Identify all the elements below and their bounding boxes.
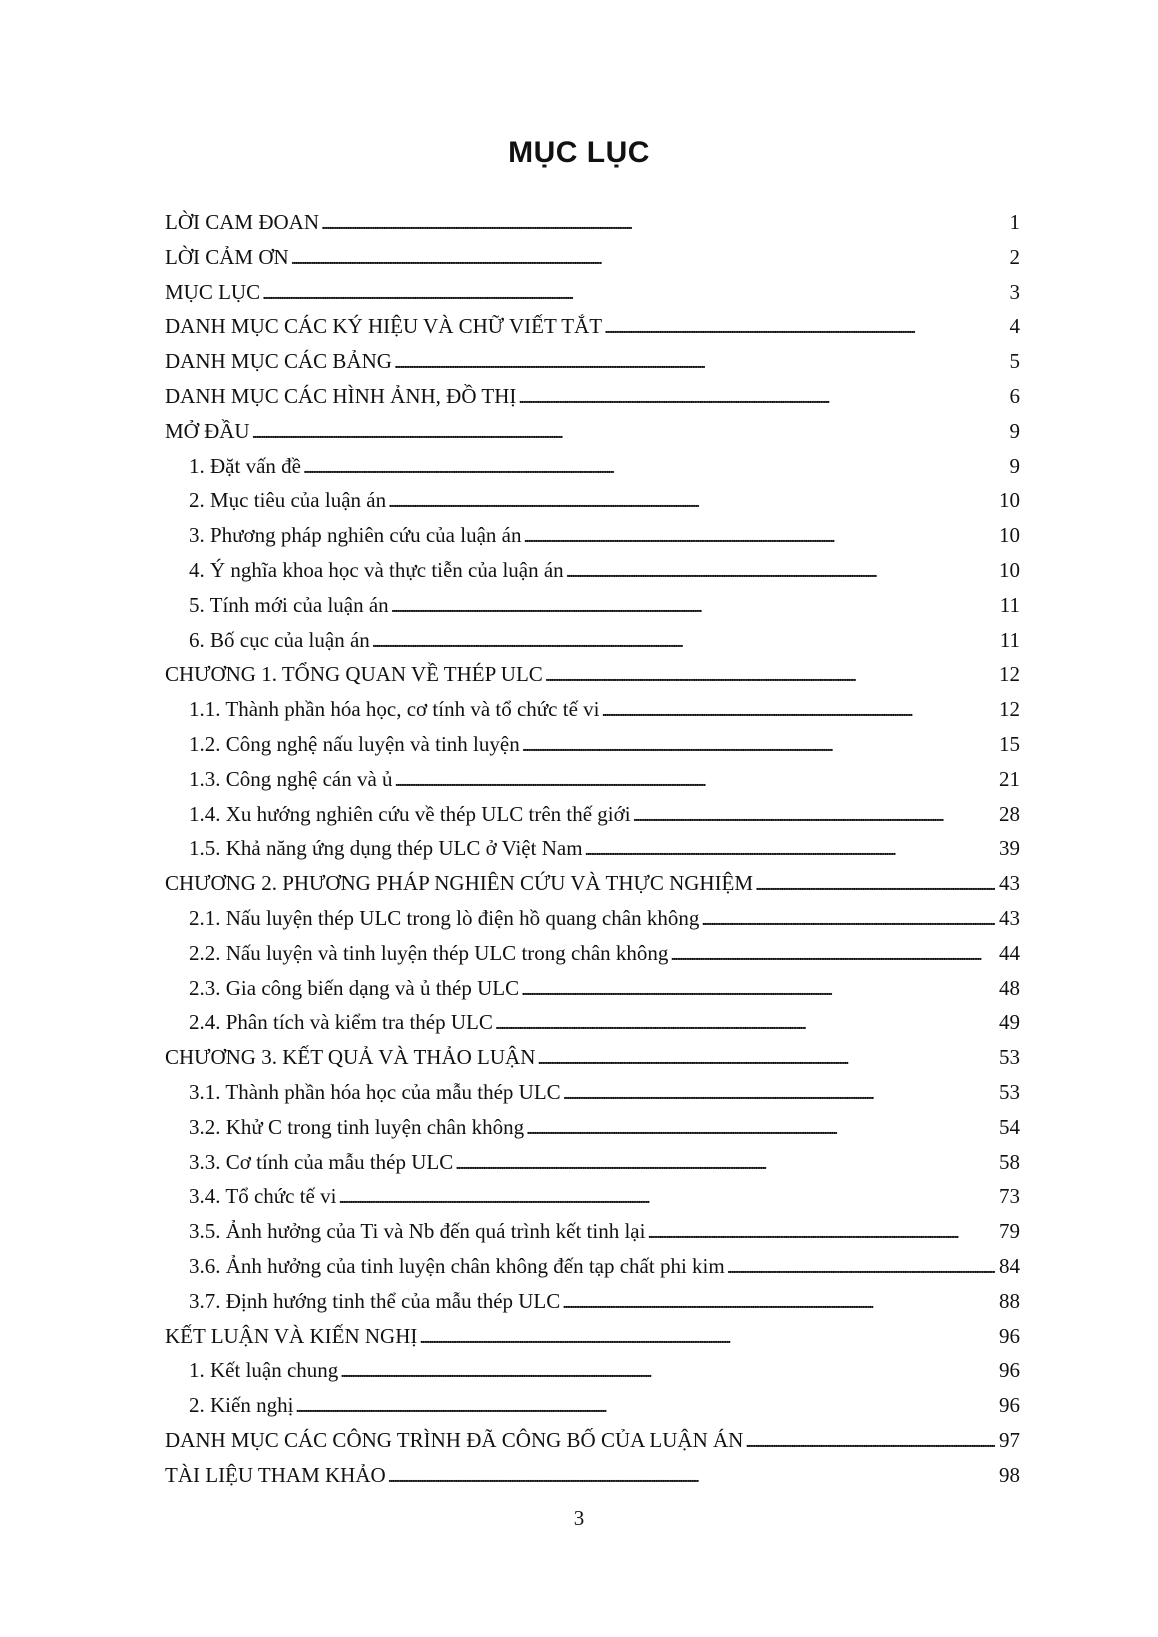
- toc-entry-title: CHƯƠNG 2. PHƯƠNG PHÁP NGHIÊN CỨU VÀ THỰC NGHIỆM: [165, 871, 754, 896]
- toc-entry-title: 2.1. Nấu luyện thép ULC trong lò điện hồ quang chân không: [189, 905, 700, 930]
- toc-entry-title: 2. Mục tiêu của luận án: [189, 488, 387, 513]
- toc-entry[interactable]: [165, 1353, 1020, 1388]
- toc-entry[interactable]: [165, 1179, 1020, 1214]
- toc-entry[interactable]: [165, 936, 1020, 971]
- toc-entry-page: 5: [1009, 349, 1020, 374]
- toc-entry-page: 49: [999, 1010, 1020, 1035]
- toc-dot-leader: [388, 483, 995, 519]
- toc-entry[interactable]: [165, 553, 1020, 588]
- toc-entry[interactable]: [165, 344, 1020, 379]
- toc-dot-leader: [585, 831, 995, 867]
- toc-dot-leader: [455, 1145, 995, 1181]
- toc-dot-leader: [388, 1458, 995, 1494]
- toc-entry-title: KẾT LUẬN VÀ KIẾN NGHỊ: [165, 1323, 418, 1348]
- toc-entry-page: 10: [999, 557, 1020, 582]
- toc-dot-leader: [563, 1075, 995, 1111]
- toc-dot-leader: [670, 936, 995, 972]
- toc-entry[interactable]: [165, 1319, 1020, 1354]
- toc-entry[interactable]: [165, 623, 1020, 658]
- toc-entry-title: DANH MỤC CÁC BẢNG: [165, 349, 392, 374]
- toc-entry-title: 2. Kiến nghị: [189, 1393, 294, 1418]
- toc-dot-leader: [522, 727, 995, 763]
- toc-entry-title: 2.3. Gia công biến dạng và ủ thép ULC: [189, 975, 520, 1000]
- toc-entry-title: LỜI CAM ĐOAN: [165, 210, 319, 234]
- toc-entry[interactable]: [165, 831, 1020, 866]
- toc-entry[interactable]: [165, 1075, 1020, 1110]
- toc-entry-page: 9: [1009, 418, 1020, 443]
- toc-entry[interactable]: [165, 1249, 1020, 1284]
- toc-dot-leader: [295, 1388, 995, 1424]
- toc-entry-page: 10: [999, 488, 1020, 513]
- toc-entry-page: 96: [999, 1393, 1020, 1418]
- toc-entry[interactable]: [165, 275, 1020, 310]
- toc-entry[interactable]: [165, 588, 1020, 623]
- toc-entry-title: 6. Bố cục của luận án: [189, 627, 370, 652]
- toc-entry-title: DANH MỤC CÁC HÌNH ẢNH, ĐỒ THỊ: [165, 383, 517, 408]
- toc-dot-leader: [518, 379, 1005, 415]
- toc-entry-title: DANH MỤC CÁC KÝ HIỆU VÀ CHỮ VIẾT TẮT: [165, 314, 603, 339]
- toc-entry[interactable]: [165, 483, 1020, 518]
- toc-entry-page: 84: [999, 1253, 1020, 1278]
- toc-entry-title: 2.2. Nấu luyện và tinh luyện thép ULC trong chân không: [189, 940, 669, 965]
- toc-entry[interactable]: [165, 240, 1020, 275]
- toc-entry-title: 1.5. Khả năng ứng dụng thép ULC ở Việt Nam: [189, 836, 583, 861]
- toc-entry[interactable]: [165, 414, 1020, 449]
- toc-dot-leader: [419, 1319, 995, 1355]
- toc-entry[interactable]: [165, 449, 1020, 484]
- toc-dot-leader: [566, 553, 995, 589]
- toc-dot-leader: [338, 1179, 995, 1215]
- toc-entry[interactable]: [165, 1284, 1020, 1319]
- toc-entry-page: 54: [999, 1114, 1020, 1139]
- toc-entry-title: 1.4. Xu hướng nghiên cứu về thép ULC trên thế giới: [189, 801, 631, 826]
- toc-entry-page: 79: [999, 1219, 1020, 1244]
- toc-entry-page: 53: [999, 1079, 1020, 1104]
- toc-entry[interactable]: [165, 518, 1020, 553]
- toc-entry-page: 96: [999, 1323, 1020, 1348]
- toc-dot-leader: [372, 623, 996, 659]
- toc-dot-leader: [526, 1110, 995, 1146]
- toc-entry-title: 3.2. Khử C trong tinh luyện chân không: [189, 1114, 525, 1139]
- toc-entry-page: 53: [999, 1045, 1020, 1070]
- toc-entry[interactable]: [165, 1458, 1020, 1493]
- toc-entry-title: 3.6. Ảnh hưởng của tinh luyện chân không đến tạp chất phi kim: [189, 1253, 725, 1278]
- toc-entry-page: 48: [999, 975, 1020, 1000]
- table-of-contents: [165, 205, 1020, 1492]
- toc-entry-title: LỜI CẢM ƠN: [165, 244, 289, 269]
- toc-entry-title: 3.5. Ảnh hưởng của Ti và Nb đến quá trình kết tinh lại: [189, 1219, 646, 1244]
- toc-entry[interactable]: [165, 1005, 1020, 1040]
- toc-dot-leader: [604, 309, 1005, 345]
- toc-entry-page: 12: [999, 662, 1020, 687]
- toc-entry-title: CHƯƠNG 3. KẾT QUẢ VÀ THẢO LUẬN: [165, 1045, 536, 1070]
- toc-entry-page: 43: [999, 871, 1020, 896]
- toc-dot-leader: [523, 518, 995, 554]
- toc-entry[interactable]: [165, 901, 1020, 936]
- toc-entry-title: 3.3. Cơ tính của mẫu thép ULC: [189, 1149, 454, 1174]
- toc-entry-page: 88: [999, 1288, 1020, 1313]
- toc-entry-page: 3: [1009, 279, 1020, 304]
- toc-entry-title: 1. Đặt vấn đề: [189, 453, 301, 478]
- toc-entry-title: 4. Ý nghĩa khoa học và thực tiễn của luận án: [189, 557, 564, 582]
- toc-entry-page: 58: [999, 1149, 1020, 1174]
- toc-dot-leader: [262, 275, 1005, 311]
- toc-entry-title: 3. Phương pháp nghiên cứu của luận án: [189, 523, 522, 548]
- toc-dot-leader: [391, 588, 996, 624]
- toc-entry-title: 1.2. Công nghệ nấu luyện và tinh luyện: [189, 731, 520, 756]
- toc-entry-page: 15: [999, 731, 1020, 756]
- toc-entry[interactable]: [165, 866, 1020, 901]
- toc-entry-title: TÀI LIỆU THAM KHẢO: [165, 1462, 386, 1487]
- toc-entry[interactable]: [165, 309, 1020, 344]
- toc-entry[interactable]: [165, 762, 1020, 797]
- page-number: 3: [573, 1506, 585, 1530]
- toc-entry[interactable]: [165, 1214, 1020, 1249]
- toc-entry-title: 3.7. Định hướng tinh thể của mẫu thép ULC: [189, 1288, 561, 1313]
- toc-dot-leader: [395, 762, 995, 798]
- toc-dot-leader: [521, 971, 995, 1007]
- toc-dot-leader: [321, 205, 1006, 241]
- toc-entry[interactable]: [165, 657, 1020, 692]
- toc-entry-title: 5. Tính mới của luận án: [189, 592, 389, 617]
- toc-dot-leader: [340, 1353, 995, 1389]
- toc-entry[interactable]: [165, 205, 1020, 240]
- toc-entry-page: 28: [999, 801, 1020, 826]
- toc-entry-page: 6: [1009, 383, 1020, 408]
- toc-dot-leader: [745, 1423, 995, 1459]
- toc-entry[interactable]: [165, 1110, 1020, 1145]
- toc-entry-page: 1: [1009, 210, 1020, 234]
- toc-entry[interactable]: [165, 727, 1020, 762]
- toc-dot-leader: [537, 1040, 995, 1076]
- toc-dot-leader: [545, 657, 995, 693]
- toc-entry-page: 11: [999, 592, 1020, 617]
- toc-dot-leader: [394, 344, 1006, 380]
- toc-dot-leader: [755, 866, 995, 902]
- toc-entry[interactable]: [165, 692, 1020, 727]
- toc-entry-page: 97: [999, 1427, 1020, 1452]
- toc-dot-leader: [252, 414, 1006, 450]
- toc-entry-title: 1. Kết luận chung: [189, 1358, 339, 1383]
- toc-entry-page: 2: [1009, 244, 1020, 269]
- toc-dot-leader: [291, 240, 1006, 276]
- toc-entry-page: 12: [999, 697, 1020, 722]
- toc-entry-page: 10: [999, 523, 1020, 548]
- toc-entry-title: MỞ ĐẦU: [165, 418, 250, 443]
- toc-entry-page: 21: [999, 766, 1020, 791]
- toc-entry[interactable]: [165, 1145, 1020, 1180]
- toc-entry-title: 3.4. Tổ chức tế vi: [189, 1184, 337, 1209]
- toc-dot-leader: [647, 1214, 995, 1250]
- toc-dot-leader: [701, 901, 995, 937]
- toc-entry[interactable]: [165, 1423, 1020, 1458]
- toc-entry[interactable]: [165, 1388, 1020, 1423]
- toc-entry-page: 44: [999, 940, 1020, 965]
- toc-dot-leader: [633, 797, 995, 833]
- toc-entry-title: 3.1. Thành phần hóa học của mẫu thép ULC: [189, 1079, 561, 1104]
- toc-entry[interactable]: [165, 797, 1020, 832]
- toc-entry-title: MỤC LỤC: [165, 279, 261, 304]
- toc-entry-page: 9: [1009, 453, 1020, 478]
- toc-dot-leader: [495, 1005, 995, 1041]
- toc-entry-title: 1.3. Công nghệ cán và ủ: [189, 766, 393, 791]
- toc-entry-title: 2.4. Phân tích và kiểm tra thép ULC: [189, 1010, 493, 1035]
- page-title: MỤC LỤC: [508, 136, 650, 169]
- toc-entry-title: CHƯƠNG 1. TỔNG QUAN VỀ THÉP ULC: [165, 662, 543, 687]
- toc-entry-page: 43: [999, 905, 1020, 930]
- toc-dot-leader: [303, 449, 1006, 485]
- toc-entry-title: DANH MỤC CÁC CÔNG TRÌNH ĐÃ CÔNG BỐ CỦA LUẬN ÁN: [165, 1427, 744, 1452]
- toc-dot-leader: [602, 692, 996, 728]
- toc-entry-title: 1.1. Thành phần hóa học, cơ tính và tổ chức tế vi: [189, 697, 600, 722]
- toc-entry-page: 4: [1009, 314, 1020, 339]
- toc-dot-leader: [562, 1284, 995, 1320]
- toc-entry[interactable]: [165, 379, 1020, 414]
- toc-entry-page: 11: [999, 627, 1020, 652]
- toc-entry-page: 98: [999, 1462, 1020, 1487]
- toc-entry-page: 73: [999, 1184, 1020, 1209]
- toc-entry[interactable]: [165, 1040, 1020, 1075]
- toc-dot-leader: [727, 1249, 995, 1285]
- toc-entry[interactable]: [165, 971, 1020, 1006]
- toc-entry-page: 39: [999, 836, 1020, 861]
- toc-entry-page: 96: [999, 1358, 1020, 1383]
